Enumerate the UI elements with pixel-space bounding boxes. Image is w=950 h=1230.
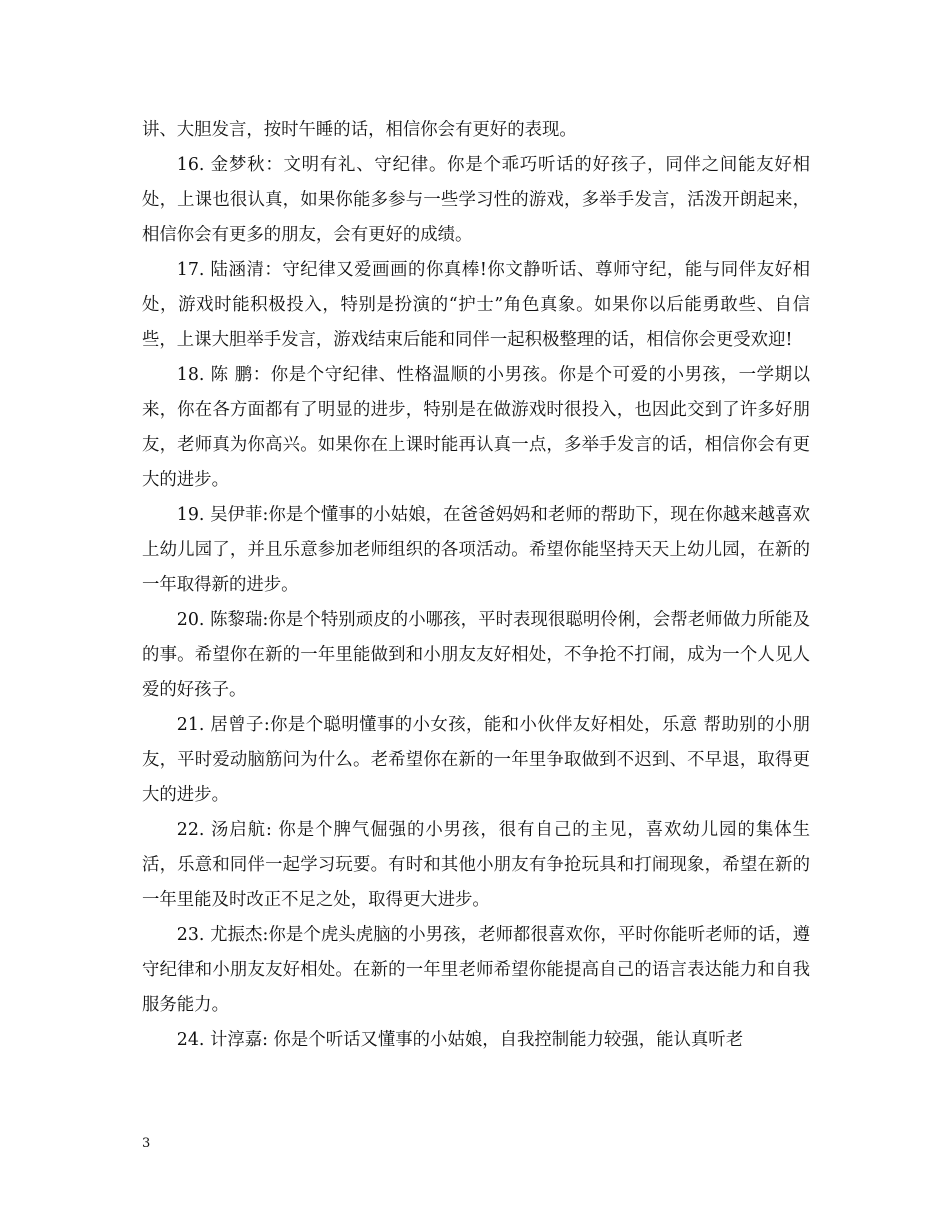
paragraph-18: 18. 陈 鹏：你是个守纪律、性格温顺的小男孩。你是个可爱的小男孩，一学期以来，你在各方面都有了明显的进步，特别是在做游戏时很投入，也因此交到了许多好朋友，老师真为你高兴。如果你在上课时能再认真一点，多举手发言的话，相信你会有更大的进步。: [142, 365, 810, 490]
paragraph-continued: 讲、大胆发言，按时午睡的话，相信你会有更好的表现。: [142, 120, 577, 140]
paragraph-16: 16. 金梦秋：文明有礼、守纪律。你是个乖巧听话的好孩子，同伴之间能友好相处，上课也很认真，如果你能多参与一些学习性的游戏，多举手发言，活泼开朗起来，相信你会有更多的朋友，会有更好的成绩。: [142, 155, 810, 245]
paragraph-19: 19. 吴伊菲:你是个懂事的小姑娘，在爸爸妈妈和老师的帮助下，现在你越来越喜欢上幼儿园了，并且乐意参加老师组织的各项活动。希望你能坚持天天上幼儿园，在新的一年取得新的进步。: [142, 505, 810, 595]
paragraph-20: 20. 陈黎瑞:你是个特别顽皮的小哪孩，平时表现很聪明伶俐，会帮老师做力所能及的事。希望你在新的一年里能做到和小朋友友好相处，不争抢不打闹，成为一个人见人爱的好孩子。: [142, 610, 810, 700]
page-number: 3: [142, 1136, 151, 1151]
paragraph-23: 23. 尤振杰:你是个虎头虎脑的小男孩，老师都很喜欢你，平时你能听老师的话，遵守纪律和小朋友友好相处。在新的一年里老师希望你能提高自己的语言表达能力和自我服务能力。: [142, 925, 810, 1015]
paragraph-24: 24. 计淳嘉: 你是个听话又懂事的小姑娘，自我控制能力较强，能认真听老: [176, 1030, 744, 1050]
paragraph-21: 21. 居曾子:你是个聪明懂事的小女孩，能和小伙伴友好相处，乐意 帮助别的小朋友，平时爱动脑筋问为什么。老希望你在新的一年里争取做到不迟到、不早退，取得更大的进步。: [142, 715, 810, 805]
paragraph-17: 17. 陆涵清：守纪律又爱画画的你真棒!你文静听话、尊师守纪，能与同伴友好相处，游戏时能积极投入，特别是扮演的“护士”角色真象。如果你以后能勇敢些、自信些，上课大胆举手发言，游戏结束后能和同伴一起积极整理的话，相信你会更受欢迎!: [142, 260, 810, 350]
paragraph-22: 22. 汤启航: 你是个脾气倔强的小男孩，很有自己的主见，喜欢幼儿园的集体生活，乐意和同伴一起学习玩要。有时和其他小朋友有争抢玩具和打闹现象，希望在新的一年里能及时改正不足之处，取得更大进步。: [142, 820, 810, 910]
document-body: [142, 113, 810, 1058]
